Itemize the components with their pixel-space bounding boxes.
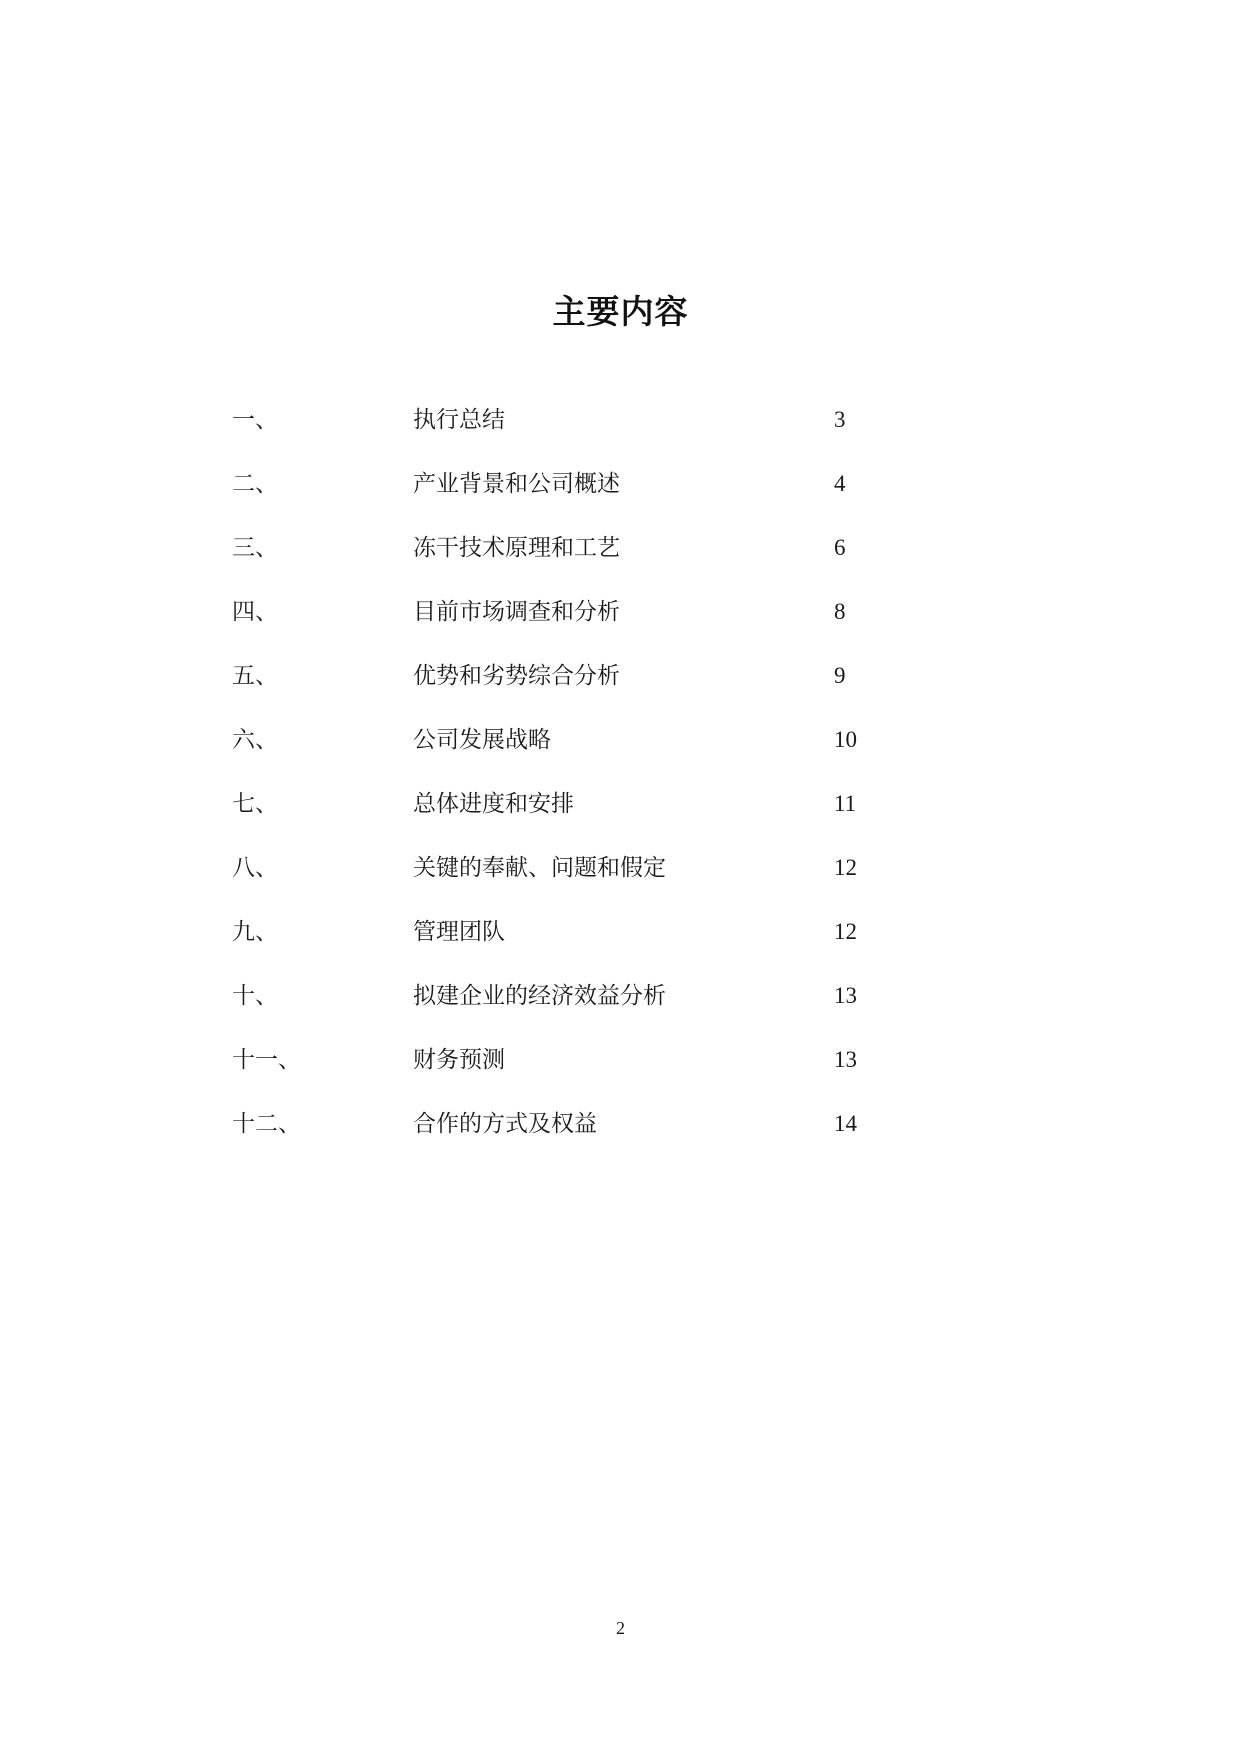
toc-entry-number: 九、 bbox=[232, 919, 278, 945]
toc-entry-label: 优势和劣势综合分析 bbox=[413, 663, 620, 689]
toc-entry-label: 执行总结 bbox=[413, 407, 505, 433]
toc-entry-page: 3 bbox=[834, 407, 846, 432]
toc-entry[interactable] bbox=[0, 464, 1241, 504]
toc-entry[interactable] bbox=[0, 912, 1241, 952]
toc-entry-label: 拟建企业的经济效益分析 bbox=[413, 983, 666, 1009]
toc-entry-number: 十、 bbox=[232, 983, 278, 1009]
toc-entry-number: 十一、 bbox=[232, 1047, 301, 1073]
page-number: 2 bbox=[616, 1618, 625, 1638]
toc-entry-page: 9 bbox=[834, 663, 846, 688]
toc-entry-page: 12 bbox=[834, 919, 857, 944]
toc-entry[interactable] bbox=[0, 976, 1241, 1016]
toc-entry-page: 6 bbox=[834, 535, 846, 560]
toc-entry-label: 目前市场调查和分析 bbox=[413, 599, 620, 625]
toc-entry[interactable] bbox=[0, 1040, 1241, 1080]
toc-entry-page: 14 bbox=[834, 1111, 857, 1136]
toc-entry-page: 8 bbox=[834, 599, 846, 624]
toc-entry[interactable] bbox=[0, 656, 1241, 696]
toc-entry-label: 产业背景和公司概述 bbox=[413, 471, 620, 497]
toc-entry-number: 五、 bbox=[232, 663, 278, 689]
toc-entry-number: 十二、 bbox=[232, 1111, 301, 1137]
toc-entry[interactable] bbox=[0, 1104, 1241, 1144]
toc-entry[interactable] bbox=[0, 720, 1241, 760]
toc-entry[interactable] bbox=[0, 400, 1241, 440]
toc-entry-label: 关键的奉献、问题和假定 bbox=[413, 855, 666, 881]
toc-entry-page: 4 bbox=[834, 471, 846, 496]
toc-entry[interactable] bbox=[0, 528, 1241, 568]
toc-entry-label: 公司发展战略 bbox=[413, 727, 551, 753]
toc-entry-label: 财务预测 bbox=[413, 1047, 505, 1073]
toc-entry-page: 10 bbox=[834, 727, 857, 752]
toc-entry-number: 六、 bbox=[232, 727, 278, 753]
toc-entry-number: 二、 bbox=[232, 471, 278, 497]
toc-entry-number: 七、 bbox=[232, 791, 278, 817]
toc-entry-label: 管理团队 bbox=[413, 919, 505, 945]
toc-entry-page: 11 bbox=[834, 791, 857, 816]
toc-entry-page: 12 bbox=[834, 855, 857, 880]
toc-entry[interactable] bbox=[0, 592, 1241, 632]
toc-entry-label: 总体进度和安排 bbox=[413, 791, 574, 817]
toc-entry-number: 八、 bbox=[232, 855, 278, 881]
page-title: 主要内容 bbox=[552, 292, 689, 331]
toc-entry-number: 四、 bbox=[232, 599, 278, 625]
toc-entry-label: 合作的方式及权益 bbox=[413, 1111, 597, 1137]
toc-entry[interactable] bbox=[0, 848, 1241, 888]
toc-entry-page: 13 bbox=[834, 1047, 857, 1072]
toc-entry-number: 一、 bbox=[232, 407, 278, 433]
toc-entry[interactable] bbox=[0, 784, 1241, 824]
toc-entry-label: 冻干技术原理和工艺 bbox=[413, 535, 620, 561]
toc-entry-number: 三、 bbox=[232, 535, 278, 561]
toc-entry-page: 13 bbox=[834, 983, 857, 1008]
